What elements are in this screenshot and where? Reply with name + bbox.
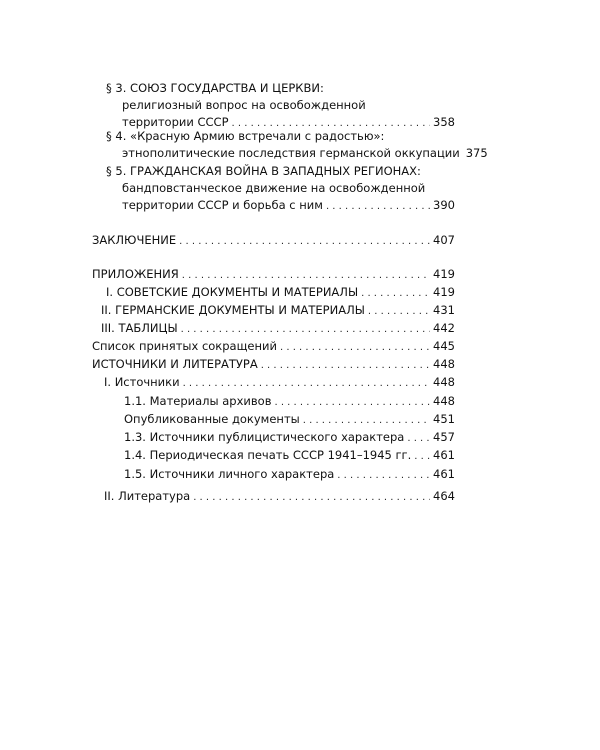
toc-entry-title: Опубликованные документы [124, 412, 300, 426]
toc-entry-title: 1.3. Источники публицистического характера [124, 430, 405, 444]
page-number: 461 [433, 448, 455, 462]
leader-dots [261, 357, 430, 374]
page-number: 457 [433, 430, 455, 444]
toc-entry-literature [104, 488, 455, 505]
toc-entry-section-3 [106, 80, 455, 131]
toc-entry-title: II. ГЕРМАНСКИЕ ДОКУМЕНТЫ И МАТЕРИАЛЫ [101, 303, 365, 317]
page-number: 445 [433, 339, 455, 353]
toc-entry-title: III. ТАБЛИЦЫ [101, 321, 178, 335]
toc-entry-title: § 3. СОЮЗ ГОСУДАРСТВА И ЦЕРКВИ: [106, 81, 324, 95]
toc-entry-personal-sources [124, 466, 455, 483]
leader-dots [193, 489, 430, 506]
toc-entry-subtitle: религиозный вопрос на освобожденной [122, 98, 366, 112]
toc-entry-title: II. Литература [104, 489, 191, 503]
page-number: 442 [433, 321, 455, 335]
page-number: 448 [433, 357, 455, 371]
leader-dots [326, 198, 430, 215]
leader-dots [179, 233, 430, 250]
page-number: 419 [433, 285, 455, 299]
page-number: 390 [433, 198, 455, 212]
toc-entry-title: 1.5. Источники личного характера [124, 467, 335, 481]
toc-entry-periodicals [124, 447, 455, 464]
page-number: 461 [433, 467, 455, 481]
toc-entry-subtitle: территории СССР [122, 115, 229, 129]
toc-entry-title: 1.1. Материалы архивов [124, 394, 272, 408]
leader-dots [303, 412, 430, 429]
toc-entry-title: ЗАКЛЮЧЕНИЕ [92, 233, 177, 247]
toc-entry-section-4 [106, 128, 488, 162]
leader-dots [407, 430, 430, 447]
page-number: 448 [433, 394, 455, 408]
toc-entry-section-5 [106, 163, 455, 214]
page-number: 419 [433, 267, 455, 281]
toc-entry-title: § 4. «Красную Армию встречали с радостью»: [106, 129, 385, 143]
toc-entry-title: 1.4. Периодическая печать СССР 1941–1945 гг. [124, 448, 412, 462]
toc-entry-title: ПРИЛОЖЕНИЯ [92, 267, 179, 281]
leader-dots [181, 321, 430, 338]
toc-entry-published-documents [124, 411, 455, 428]
toc-entry-publicistic-sources [124, 429, 455, 446]
page-number: 375 [465, 146, 488, 160]
toc-entry-soviet-documents [106, 284, 455, 301]
toc-entry-title: I. СОВЕТСКИЕ ДОКУМЕНТЫ И МАТЕРИАЛЫ [106, 285, 359, 299]
toc-entry-sources-literature [92, 356, 455, 373]
toc-entry-archives [124, 393, 455, 410]
leader-dots [183, 375, 430, 392]
toc-entry-subtitle: бандповстанческое движение на освобожденной [122, 181, 426, 195]
toc-entry-title: § 5. ГРАЖДАНСКАЯ ВОЙНА В ЗАПАДНЫХ РЕГИОНАХ: [106, 164, 421, 178]
leader-dots [182, 267, 430, 284]
toc-entry-title: I. Источники [104, 375, 180, 389]
page-number: 407 [433, 233, 455, 247]
toc-entry-title: ИСТОЧНИКИ И ЛИТЕРАТУРА [92, 357, 258, 371]
toc-entry-tables [101, 320, 455, 337]
page-number: 358 [433, 115, 455, 129]
toc-entry-abbreviations [92, 338, 455, 355]
leader-dots [368, 303, 430, 320]
toc-entry-subtitle: этнополитические последствия германской оккупации [122, 146, 460, 160]
page-number: 448 [433, 375, 455, 389]
leader-dots [414, 448, 430, 465]
leader-dots [280, 339, 430, 356]
leader-dots [274, 394, 430, 411]
toc-entry-conclusion [92, 232, 455, 249]
page-number: 451 [433, 412, 455, 426]
page-number: 431 [433, 303, 455, 317]
toc-entry-appendices [92, 266, 455, 283]
leader-dots [337, 467, 430, 484]
leader-dots [361, 285, 430, 302]
toc-entry-german-documents [101, 302, 455, 319]
toc-entry-title: Список принятых сокращений [92, 339, 277, 353]
toc-entry-sources [104, 374, 455, 391]
toc-entry-subtitle: территории СССР и борьба с ним [122, 198, 323, 212]
page-number: 464 [433, 489, 455, 503]
